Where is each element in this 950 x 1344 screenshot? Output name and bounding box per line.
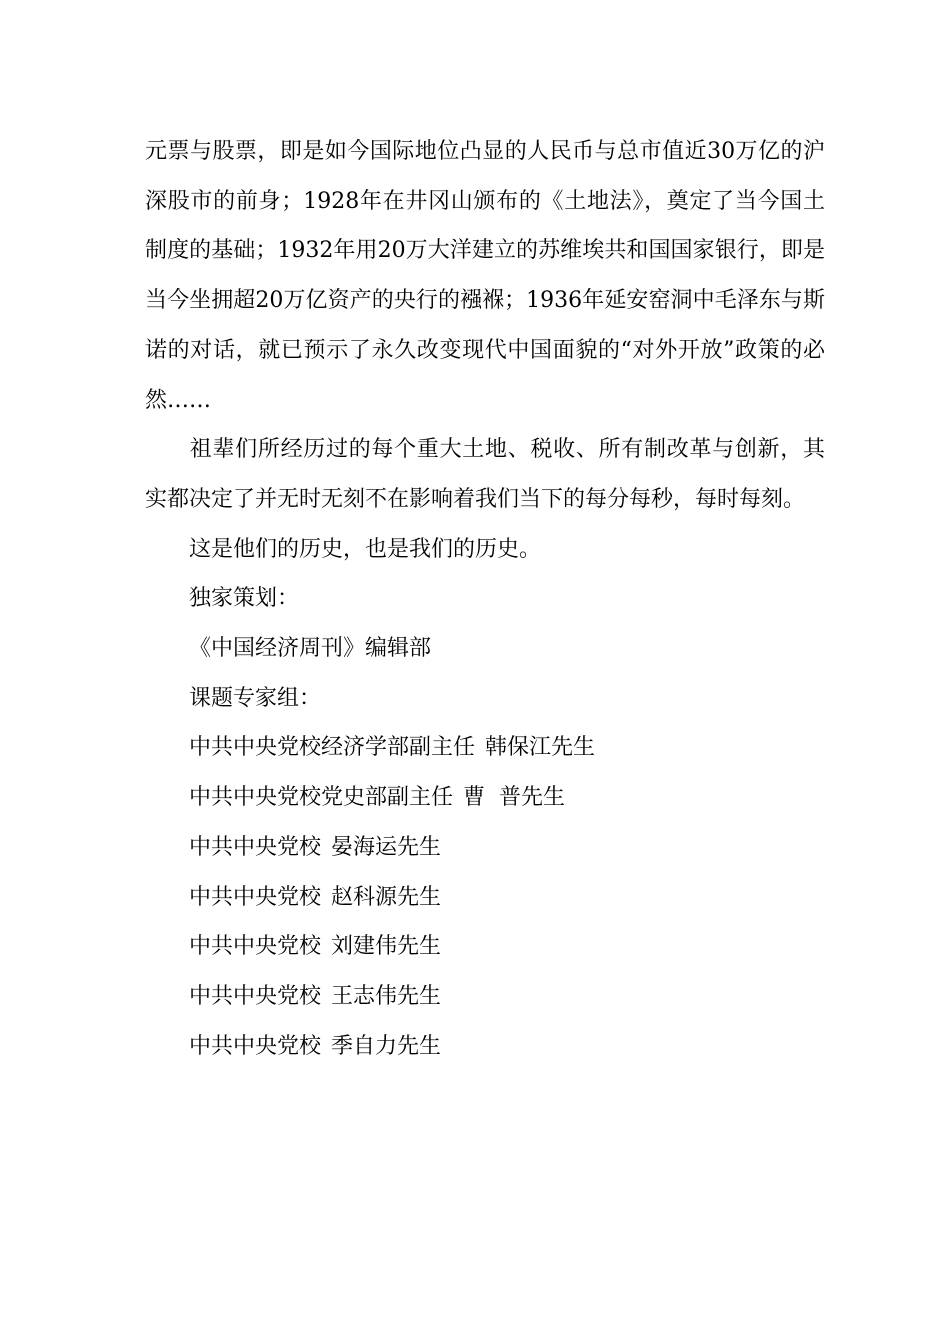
expert-name: 韩保江先生: [485, 735, 596, 761]
expert-name: 晏海运先生: [331, 834, 442, 860]
expert-name: 赵科源先生: [331, 884, 442, 910]
expert-org: 中共中央党校经济学部副主任: [189, 735, 476, 761]
expert-name: 刘建伟先生: [331, 934, 442, 960]
closing-line: 这是他们的历史，也是我们的历史。: [189, 536, 542, 562]
document-body: [145, 127, 825, 1071]
expert-org: 中共中央党校: [189, 1033, 322, 1059]
planning-label: 独家策划：: [189, 586, 300, 612]
expert-entry: [145, 1022, 825, 1072]
paragraph-reforms: [145, 425, 825, 524]
expert-entry: [145, 873, 825, 923]
expert-entry: [145, 823, 825, 873]
expert-entry: [145, 972, 825, 1022]
expert-name: 王志伟先生: [331, 983, 442, 1009]
expert-org: 中共中央党校: [189, 834, 322, 860]
expert-entry: [145, 922, 825, 972]
experts-label: 课题专家组：: [189, 685, 322, 711]
planning-value: 《中国经济周刊》编辑部: [189, 636, 432, 662]
expert-org: 中共中央党校: [189, 934, 322, 960]
expert-name: 曹 普先生: [463, 785, 566, 811]
expert-org: 中共中央党校: [189, 884, 322, 910]
expert-org: 中共中央党校: [189, 983, 322, 1009]
paragraph-history: 元票与股票，即是如今国际地位凸显的人民币与总市值近30万亿的沪深股市的前身；1928年在井冈山颁布的《土地法》，奠定了当今国土制度的基础；1932年用20万大洋建立的苏维埃共和国国家银行，即是当今坐拥超20万亿资产的央行的襁褓；1936年延安窑洞中毛泽东与斯诺的对话，就已预示了永久改变现代中国面貌的“对外开放”政策的必然……: [145, 139, 825, 413]
expert-name: 季自力先生: [331, 1033, 442, 1059]
expert-entry: [145, 773, 825, 823]
expert-org: 中共中央党校党史部副主任: [189, 785, 454, 811]
paragraph-reforms-text: 祖辈们所经历过的每个重大土地、税收、所有制改革与创新，其实都决定了并无时无刻不在影响着我们当下的每分每秒，每时每刻。: [145, 437, 825, 512]
expert-entry: [145, 723, 825, 773]
